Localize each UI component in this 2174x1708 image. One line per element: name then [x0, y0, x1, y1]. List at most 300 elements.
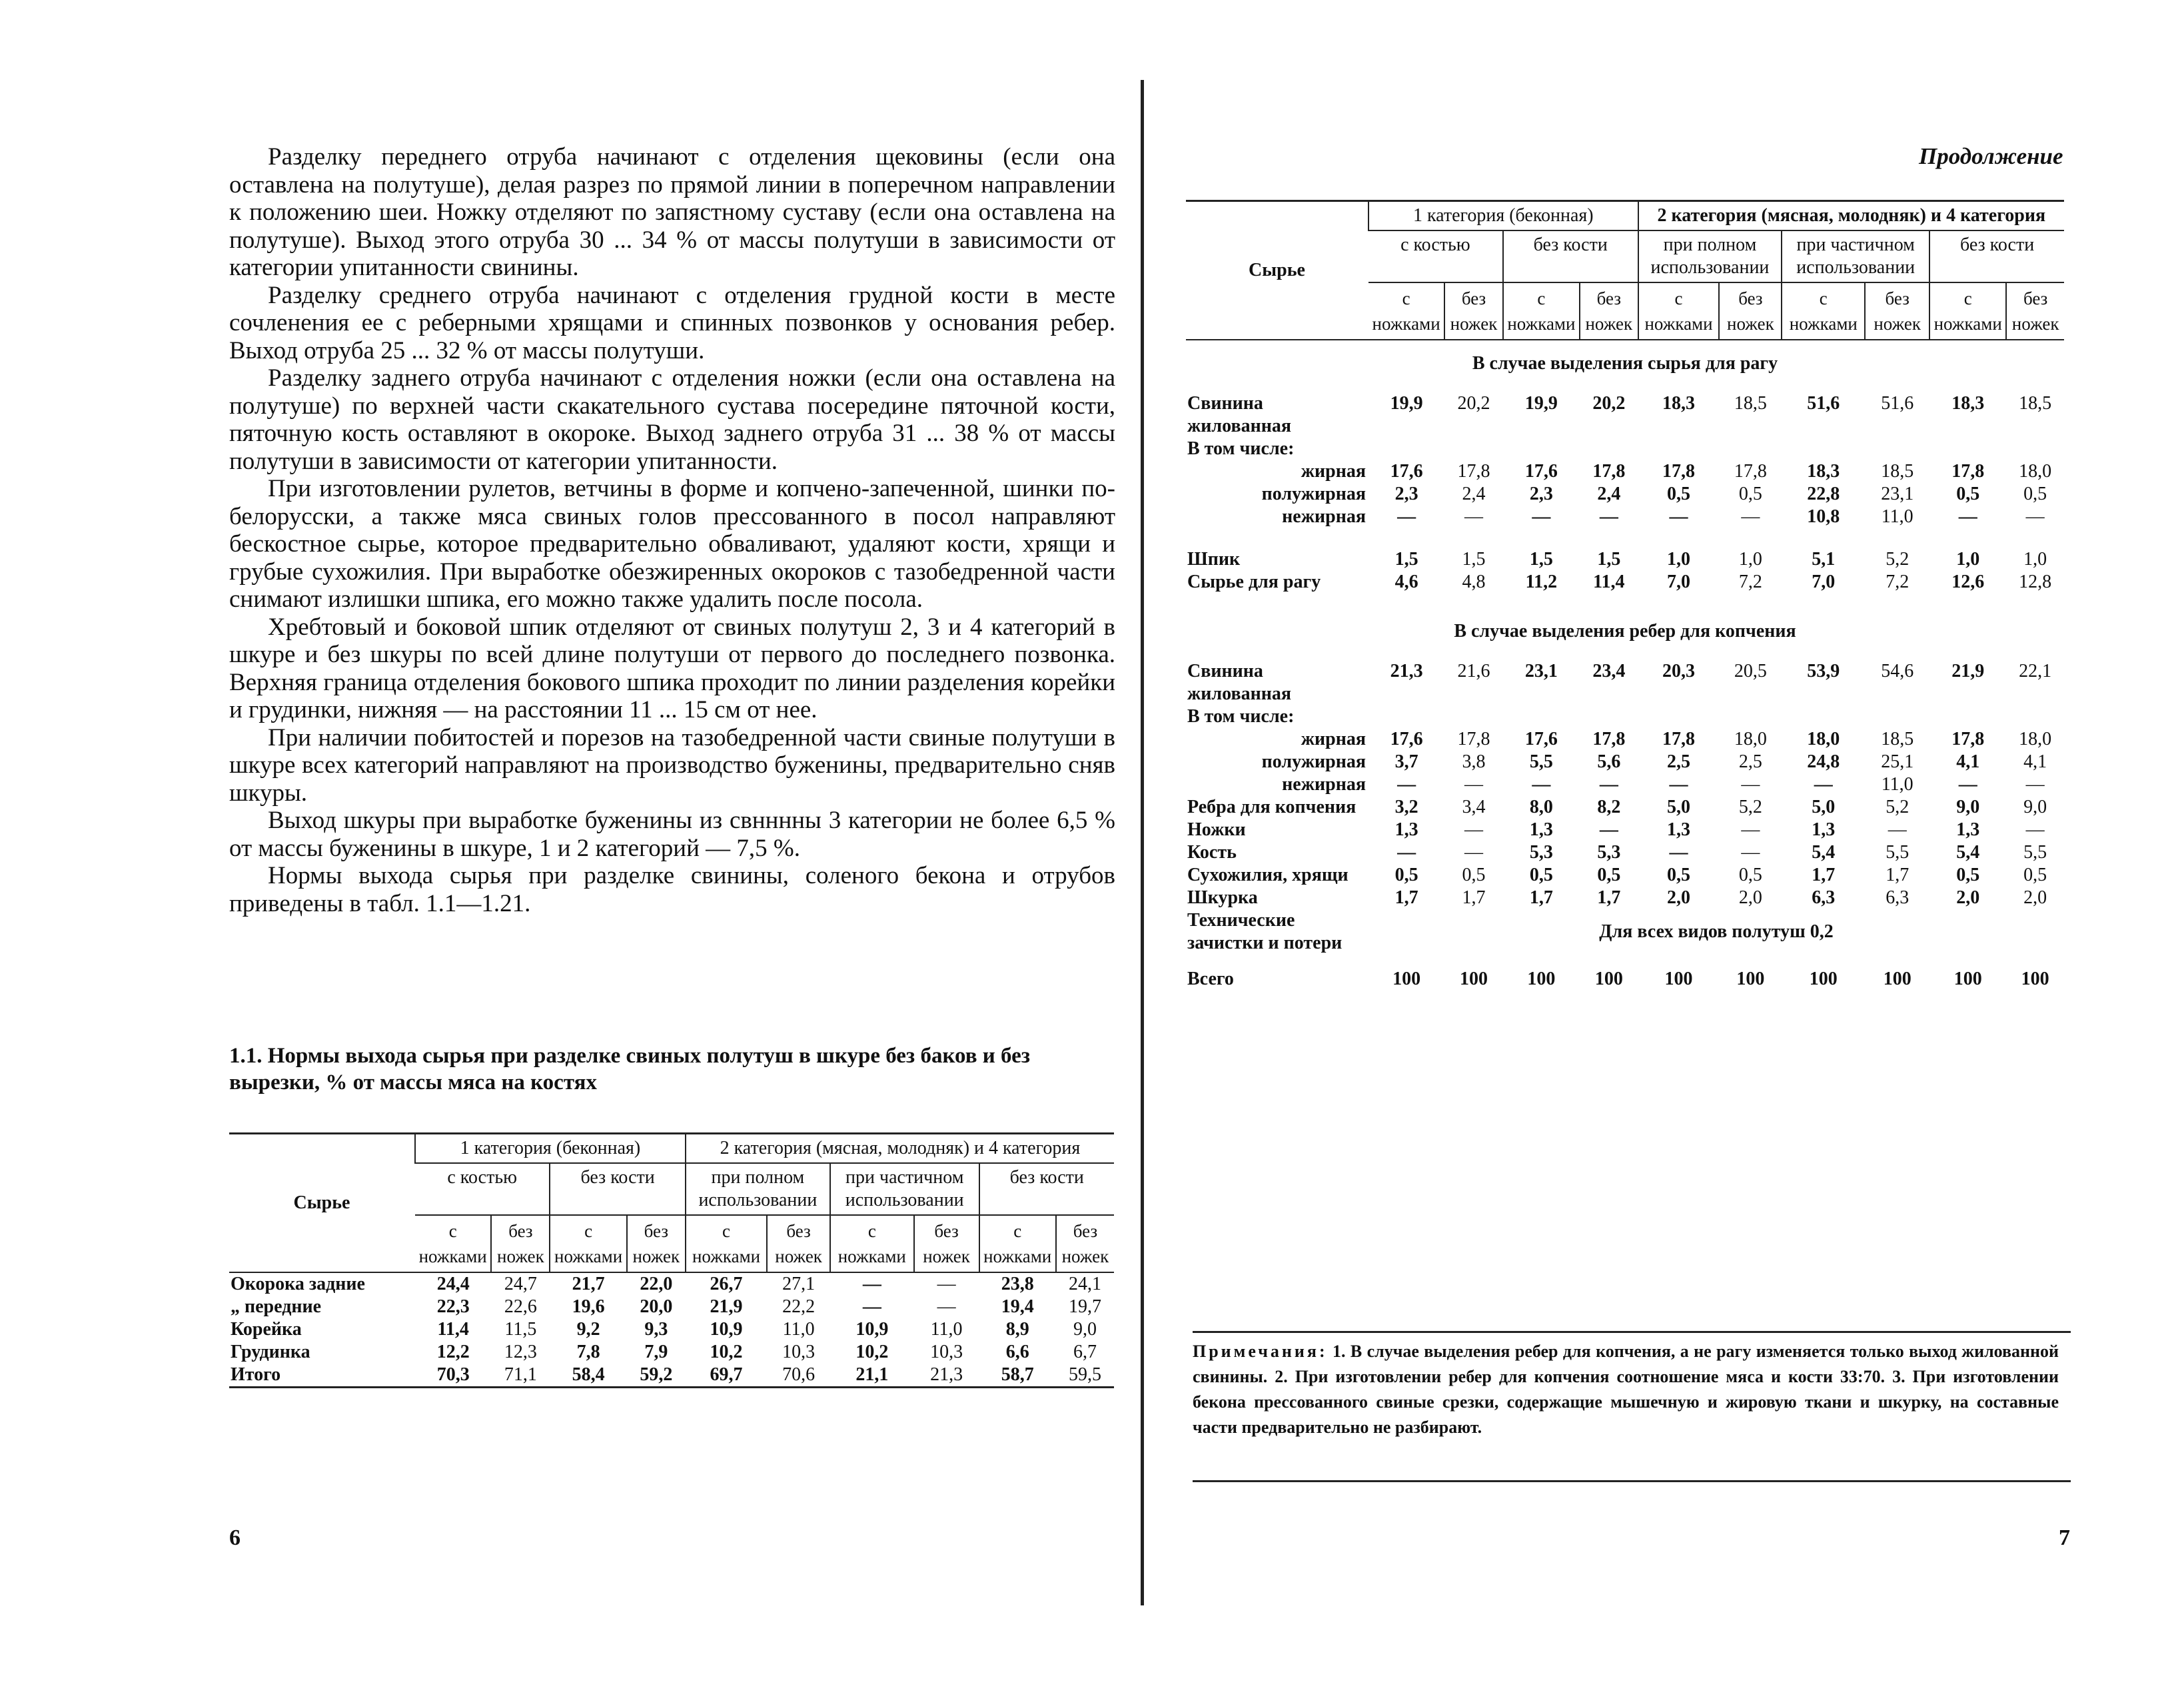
table-cell: 2,4 — [1597, 484, 1621, 504]
table-cell: 1,3 — [1812, 819, 1836, 840]
table-cell: 5,6 — [1597, 751, 1621, 772]
table-cell: 0,5 — [1956, 865, 1980, 885]
table-row — [1186, 968, 2064, 991]
table-cell: 100 — [1594, 969, 1623, 989]
table-cell: 1,7 — [1597, 887, 1621, 908]
table-cell: 11,5 — [504, 1319, 537, 1340]
table-cell: 58,4 — [550, 1364, 626, 1388]
header-with-legs: с ножками — [830, 1215, 914, 1272]
header-with-legs: с ножками — [415, 1215, 491, 1272]
table-cell: 10,2 — [855, 1342, 889, 1362]
table-cell: 0,5 — [2023, 865, 2047, 885]
table-cell: 100 — [1460, 969, 1488, 989]
row-label: Технические зачистки и потери — [1187, 910, 1343, 953]
row-label: Итого — [229, 1364, 415, 1388]
row-label: нежирная — [1282, 774, 1366, 795]
table-cell: 17,8 — [1734, 461, 1767, 482]
table-cell: 5,2 — [1886, 549, 1909, 570]
table-cell: 17,8 — [1592, 461, 1626, 482]
paragraph: Разделку заднего отруба начинают с отделения ножки (если она оставлена на полутуше) по верхней части скакательного сустава посередине пяточной кости, пяточную кость оставляют в окороке. Выход заднего отруба 31 ... 38 % от массы полутуши в зависимости от категории упитанности. — [229, 364, 1115, 475]
table-cell: 20,2 — [1592, 393, 1626, 414]
table-cell: 23,4 — [1592, 661, 1626, 681]
header-without-legs: без ножек — [1444, 282, 1503, 340]
table-cell: 25,1 — [1881, 751, 1914, 772]
table-cell: 0,5 — [1738, 865, 1762, 885]
table-cell: 2,5 — [1667, 751, 1691, 772]
table-cell: 4,8 — [1462, 572, 1486, 592]
table-cell: — — [1464, 506, 1483, 527]
table-cell: 21,9 — [710, 1296, 743, 1317]
table-cell: 19,6 — [572, 1296, 605, 1317]
table-cell: 9,2 — [576, 1319, 600, 1340]
section-title: В случае выделения ребер для копчения — [1454, 621, 1796, 641]
table-cell: 18,0 — [1807, 729, 1840, 749]
header-without-legs: без ножек — [1719, 282, 1782, 340]
table-cell: 17,8 — [1592, 729, 1626, 749]
table-row — [1186, 506, 2064, 528]
table-cell: — — [1888, 819, 1907, 840]
table-cell: 19,9 — [1390, 393, 1423, 414]
table-cell: 18,5 — [1881, 729, 1914, 749]
table-cell: 2,0 — [1667, 887, 1691, 908]
empty-cell — [1368, 705, 2064, 728]
table-cell: Для всех видов полутуш 0,2 — [1599, 921, 1834, 942]
table-cell: — — [862, 1296, 881, 1317]
table-cell: 18,3 — [1807, 461, 1840, 482]
table-cell: 1,0 — [1738, 549, 1762, 570]
table-cell: 11,0 — [1881, 506, 1913, 527]
table-cell: 5,5 — [1886, 842, 1909, 863]
table-cell: 59,2 — [627, 1364, 686, 1388]
table-cell: — — [862, 1274, 881, 1294]
table-cell: 2,0 — [1956, 887, 1980, 908]
table-cell: 4,1 — [1956, 751, 1980, 772]
table-cell: 5,5 — [1529, 751, 1553, 772]
table-cell: 100 — [1883, 969, 1911, 989]
table-cell: 7,0 — [1667, 572, 1691, 592]
table-row — [1186, 864, 2064, 887]
row-label: В том числе: — [1187, 706, 1295, 727]
table-cell: 100 — [1736, 969, 1765, 989]
table-cell: 8,0 — [1529, 797, 1553, 817]
header-with-legs: с ножками — [550, 1215, 626, 1272]
table-cell: 18,5 — [1881, 461, 1914, 482]
paragraph: Нормы выхода сырья при разделке свинины, соленого бекона и отрубов приведены в табл. 1.1—1.21. — [229, 862, 1115, 917]
header-boneless: без кости — [1503, 230, 1638, 282]
row-label: Шкурка — [1187, 887, 1258, 908]
table-cell: 12,3 — [504, 1342, 537, 1362]
header-without-legs: без ножек — [627, 1215, 686, 1272]
table-cell: — — [1397, 842, 1416, 863]
empty-cell — [1368, 438, 2064, 460]
table-cell: 0,5 — [1667, 865, 1691, 885]
table-cell: 11,0 — [930, 1319, 963, 1340]
table-cell: 10,3 — [782, 1342, 815, 1362]
header-partial-use: при частичном использовании — [830, 1163, 979, 1215]
table-cell: 70,3 — [415, 1364, 491, 1388]
header-boneless: без кости — [1929, 230, 2064, 282]
row-label: нежирная — [1282, 506, 1366, 527]
table-cell: 17,8 — [1457, 729, 1490, 749]
table-cell: 3,7 — [1394, 751, 1418, 772]
header-full-use: при полном использовании — [686, 1163, 830, 1215]
table-cell: 21,7 — [572, 1274, 605, 1294]
table-cell: 21,9 — [1951, 661, 1985, 681]
table-cell: — — [1397, 506, 1416, 527]
table-cell: 19,9 — [1524, 393, 1558, 414]
row-label: Кость — [1187, 842, 1237, 863]
table-cell: 0,5 — [1529, 865, 1553, 885]
table-cell: 10,9 — [710, 1319, 743, 1340]
table-cell: 100 — [1527, 969, 1556, 989]
table-cell: — — [1741, 774, 1760, 795]
row-label: Свинина жилованная — [1187, 393, 1291, 436]
table-cell: 17,6 — [1390, 461, 1423, 482]
header-cat1: 1 категория (беконная) — [1368, 201, 1638, 231]
notes-text: 1. В случае выделения ребер для копчения, а не рагу изменяется только выход жилованной свинины. 2. При изготовлении ребер для копчения соотношение мяса и кости 33:70. 3. При изготовлении бекона прессованного свиные срезки, содержащие мышечную и жировую ткани и шкурку, на составные части предварительно не разбирают. — [1193, 1342, 2059, 1437]
table-cell: 12,2 — [436, 1342, 470, 1362]
table-cell: 12,6 — [1951, 572, 1985, 592]
row-label: жирная — [1301, 461, 1366, 482]
table-cell: — — [1958, 506, 1977, 527]
yield-table-2 — [1186, 200, 2064, 991]
table-cell: 1,7 — [1462, 887, 1486, 908]
table-cell: 1,3 — [1667, 819, 1691, 840]
header-with-legs: с ножками — [1368, 282, 1444, 340]
table-cell: 11,4 — [1593, 572, 1625, 592]
table-cell: 21,1 — [830, 1364, 914, 1388]
paragraph: При изготовлении рулетов, ветчины в форме и копчено-запеченной, шинки по-белорусски, а также мяса свиных голов прессованного в посол направляют бескостное сырье, которое предварительно обваливают, удаляют кости, хрящи и грубые сухожилия. При выработке обезжиренных окороков с тазобедренной части снимают излишки шпика, его можно также удалить после посола. — [229, 475, 1115, 613]
table-cell: — — [1464, 819, 1483, 840]
table-cell: 100 — [1809, 969, 1838, 989]
table-cell: 58,7 — [979, 1364, 1056, 1388]
table-cell: 1,5 — [1394, 549, 1418, 570]
table-cell: 0,5 — [1956, 484, 1980, 504]
header-with-legs: с ножками — [1929, 282, 2006, 340]
table-cell: — — [1532, 506, 1551, 527]
row-label: Ребра для копчения — [1187, 797, 1357, 817]
header-cat2: 2 категория (мясная, молодняк) и 4 категория — [1638, 201, 2064, 231]
table-cell: 100 — [1664, 969, 1693, 989]
header-boneless: без кости — [550, 1163, 685, 1215]
header-bone: с костью — [415, 1163, 550, 1215]
table-row — [1186, 483, 2064, 506]
table-cell: 100 — [1953, 969, 1982, 989]
table-cell: — — [1669, 774, 1688, 795]
table-cell: 1,5 — [1597, 549, 1621, 570]
table-cell: 5,3 — [1529, 842, 1553, 863]
table-cell: 2,3 — [1394, 484, 1418, 504]
header-without-legs: без ножек — [1580, 282, 1638, 340]
table-cell: 5,0 — [1667, 797, 1691, 817]
table-cell: — — [1741, 819, 1760, 840]
table-row — [1186, 438, 2064, 460]
row-label: Свинина жилованная — [1187, 661, 1291, 704]
table-cell: 20,5 — [1734, 661, 1767, 681]
row-label: Сырье для рагу — [1187, 572, 1321, 592]
table-cell: 1,3 — [1529, 819, 1553, 840]
table-cell: 6,6 — [1005, 1342, 1029, 1362]
divider — [1193, 1331, 2071, 1333]
table-cell: — — [1397, 774, 1416, 795]
table-cell: 22,3 — [436, 1296, 470, 1317]
table-cell: 69,7 — [686, 1364, 767, 1388]
table-cell: — — [937, 1274, 956, 1294]
page-number: 7 — [2059, 1525, 2070, 1550]
table-cell: 5,2 — [1886, 797, 1909, 817]
table-cell: 5,4 — [1956, 842, 1980, 863]
table-cell: — — [1669, 842, 1688, 863]
notes — [1193, 1339, 2059, 1440]
table-cell: 5,3 — [1597, 842, 1621, 863]
table-cell: — — [2025, 774, 2045, 795]
page-number: 6 — [229, 1525, 241, 1550]
table-cell: 1,0 — [2023, 549, 2047, 570]
table-cell: 11,0 — [1881, 774, 1913, 795]
table-cell: 23,1 — [1524, 661, 1558, 681]
table-cell: 27,1 — [782, 1274, 815, 1294]
header-with-legs: с ножками — [979, 1215, 1056, 1272]
table-cell: 8,9 — [1005, 1319, 1029, 1340]
table-cell: 18,3 — [1951, 393, 1985, 414]
header-partial-use: при частичном использовании — [1782, 230, 1929, 282]
header-bone: с костью — [1368, 230, 1503, 282]
table-cell: 18,3 — [1662, 393, 1696, 414]
table-cell: 22,1 — [2019, 661, 2052, 681]
header-without-legs: без ножек — [1865, 282, 1929, 340]
table-cell: — — [1958, 774, 1977, 795]
table-row — [1186, 705, 2064, 728]
table-cell: 11,4 — [437, 1319, 469, 1340]
table-cell: — — [1464, 842, 1483, 863]
table-cell: — — [2025, 819, 2045, 840]
paragraph: Разделку среднего отруба начинают с отделения грудной кости в месте сочленения ее с реберными хрящами и спинных позвонков у основания ребер. Выход отруба 25 ... 32 % от массы полутуши. — [229, 281, 1115, 364]
table-cell: — — [1741, 506, 1760, 527]
header-without-legs: без ножек — [1056, 1215, 1114, 1272]
header-cat1: 1 категория (беконная) — [415, 1134, 686, 1164]
header-with-legs: с ножками — [1503, 282, 1580, 340]
table-cell: 17,8 — [1662, 461, 1696, 482]
table-row — [1186, 460, 2064, 483]
table-cell: 22,6 — [504, 1296, 537, 1317]
table-cell: 2,5 — [1738, 751, 1762, 772]
table-caption: 1.1. Нормы выхода сырья при разделке свиных полутуш в шкуре без баков и без вырезки, % от массы мяса на костях — [229, 1044, 1031, 1094]
table-cell: — — [1599, 774, 1618, 795]
table-cell: 26,7 — [710, 1274, 743, 1294]
header-raw: Сырье — [1186, 201, 1368, 340]
table-cell: 24,7 — [504, 1274, 537, 1294]
table-cell: 10,9 — [855, 1319, 889, 1340]
table-cell: 20,2 — [1457, 393, 1490, 414]
row-label: Всего — [1187, 969, 1234, 989]
table-cell: 18,0 — [2019, 461, 2052, 482]
table-cell: 1,7 — [1394, 887, 1418, 908]
table-cell: 54,6 — [1881, 661, 1914, 681]
table-cell: — — [1814, 774, 1833, 795]
section-row — [1186, 594, 2064, 660]
table-row — [229, 1364, 1114, 1388]
table-cell: 1,3 — [1956, 819, 1980, 840]
header-with-legs: с ножками — [686, 1215, 767, 1272]
row-label: Грудинка — [231, 1342, 310, 1362]
table-cell: 6,3 — [1886, 887, 1909, 908]
table-cell: — — [1464, 774, 1483, 795]
divider — [1193, 1480, 2071, 1482]
table-cell: 24,8 — [1807, 751, 1840, 772]
table-cell: 1,0 — [1956, 549, 1980, 570]
table-row — [1186, 773, 2064, 796]
paragraph: Хребтовый и боковой шпик отделяют от свиных полутуш 2, 3 и 4 категорий в шкуре и без шкуры по всей длине полутуши от первого до последнего позвонка. Верхняя граница отделения бокового шпика проходит по линии разделения корейки и грудинки, нижняя — на расстоянии 11 ... 15 см от нее. — [229, 613, 1115, 723]
table-cell: — — [1599, 506, 1618, 527]
table-row — [1186, 660, 2064, 705]
table-cell: 11,0 — [782, 1319, 815, 1340]
table-cell: 18,0 — [2019, 729, 2052, 749]
table-cell: 17,6 — [1390, 729, 1423, 749]
table-cell: 22,2 — [782, 1296, 815, 1317]
table-row — [1186, 751, 2064, 773]
table-cell: 4,1 — [2023, 751, 2047, 772]
table-cell: — — [1532, 774, 1551, 795]
table-row — [1186, 841, 2064, 864]
table-cell: 51,6 — [1807, 393, 1840, 414]
table-cell: 5,0 — [1812, 797, 1836, 817]
table-cell: 4,6 — [1394, 572, 1418, 592]
header-with-legs: с ножками — [1638, 282, 1720, 340]
table-cell: 21,6 — [1457, 661, 1490, 681]
row-label: Окорока задние — [231, 1274, 365, 1294]
table-cell: 1,3 — [1394, 819, 1418, 840]
table-cell: 2,0 — [1738, 887, 1762, 908]
row-label: Ножки — [1187, 819, 1246, 840]
table-cell: 3,8 — [1462, 751, 1486, 772]
table-cell: 0,5 — [1462, 865, 1486, 885]
row-label: В том числе: — [1187, 438, 1295, 459]
continuation-label: Продолжение — [1919, 143, 2063, 169]
header-raw: Сырье — [229, 1134, 415, 1273]
body-text — [229, 143, 1115, 917]
paragraph: При наличии побитостей и порезов на тазобедренной части свиные полутуши в шкуре всех категорий направляют на производство буженины, предварительно сняв шкуры. — [229, 723, 1115, 807]
book-spine — [1141, 80, 1144, 1605]
section-title: В случае выделения сырья для рагу — [1472, 353, 1778, 374]
table-cell: 17,8 — [1662, 729, 1696, 749]
table-cell: 1,7 — [1529, 887, 1553, 908]
table-cell: 18,0 — [1734, 729, 1767, 749]
table-cell: 12,8 — [2019, 572, 2052, 592]
table-cell: 1,7 — [1886, 865, 1909, 885]
table-cell: 2,3 — [1529, 484, 1553, 504]
table-cell: 59,5 — [1056, 1364, 1114, 1388]
table-cell: 17,8 — [1951, 461, 1985, 482]
table-cell: — — [937, 1296, 956, 1317]
table-cell: 21,3 — [914, 1364, 979, 1388]
spacer-cell — [1186, 528, 2064, 548]
table-cell: 1,0 — [1667, 549, 1691, 570]
table-cell: 0,5 — [1738, 484, 1762, 504]
header-full-use: при полном использовании — [1638, 230, 1782, 282]
table-cell: 7,2 — [1886, 572, 1909, 592]
table-cell: 53,9 — [1807, 661, 1840, 681]
paragraph: Разделку переднего отруба начинают с отделения щековины (если она оставлена на полутуше), делая разрез по прямой линии в поперечном направлении к положению шеи. Ножку отделяют по запястному суставу (если она оставлена на полутуше). Выход этого отруба 30 ... 34 % от массы полутуши в зависимости от категории упитанности свинины. — [229, 143, 1115, 281]
table-row — [1186, 392, 2064, 438]
table-cell: 3,4 — [1462, 797, 1486, 817]
table-cell: 7,8 — [576, 1342, 600, 1362]
table-cell: 8,2 — [1597, 797, 1621, 817]
row-label: Сухожилия, хрящи — [1187, 865, 1349, 885]
table-cell: 0,5 — [2023, 484, 2047, 504]
table-cell: 20,3 — [1662, 661, 1696, 681]
table-cell: 17,6 — [1524, 729, 1558, 749]
row-label: „ передние — [231, 1296, 322, 1317]
table-cell: 18,5 — [1734, 393, 1767, 414]
table-cell: 19,7 — [1068, 1296, 1101, 1317]
table-cell: 17,8 — [1457, 461, 1490, 482]
table-cell: 10,2 — [710, 1342, 743, 1362]
section-row — [1186, 340, 2064, 392]
row-label: жирная — [1301, 729, 1366, 749]
table-cell: 10,3 — [930, 1342, 963, 1362]
table-cell: 22,0 — [640, 1274, 673, 1294]
table-cell: 17,6 — [1524, 461, 1558, 482]
table-cell: 24,4 — [436, 1274, 470, 1294]
table-cell: 7,0 — [1812, 572, 1836, 592]
table-cell: 6,7 — [1073, 1342, 1097, 1362]
header-cat2: 2 категория (мясная, молодняк) и 4 категория — [686, 1134, 1114, 1164]
table-cell: — — [1741, 842, 1760, 863]
table-row — [1186, 728, 2064, 751]
table-cell: 9,0 — [1956, 797, 1980, 817]
table-cell: 71,1 — [491, 1364, 550, 1388]
table-cell: — — [2025, 506, 2045, 527]
table-cell: 9,0 — [2023, 797, 2047, 817]
header-without-legs: без ножек — [767, 1215, 830, 1272]
table-cell: 19,4 — [1001, 1296, 1034, 1317]
table-cell: 7,2 — [1738, 572, 1762, 592]
table-cell: 51,6 — [1881, 393, 1914, 414]
table-cell: 9,3 — [644, 1319, 668, 1340]
table-row — [1186, 571, 2064, 594]
table-cell: 3,2 — [1394, 797, 1418, 817]
table-cell: 5,1 — [1812, 549, 1836, 570]
table-cell: 24,1 — [1068, 1274, 1101, 1294]
yield-table-1 — [229, 1132, 1114, 1388]
table-row — [229, 1272, 1114, 1296]
table-cell: 22,8 — [1807, 484, 1840, 504]
table-cell: 21,3 — [1390, 661, 1423, 681]
table-row — [1186, 796, 2064, 819]
table-cell: 1,5 — [1529, 549, 1553, 570]
table-cell: 18,5 — [2019, 393, 2052, 414]
header-without-legs: без ножек — [2006, 282, 2064, 340]
row-label: полужирная — [1261, 751, 1366, 772]
header-boneless: без кости — [979, 1163, 1115, 1215]
table-cell: 23,8 — [1001, 1274, 1034, 1294]
table-row — [229, 1318, 1114, 1341]
table-cell: 20,0 — [640, 1296, 673, 1317]
table-cell: 0,5 — [1597, 865, 1621, 885]
table-cell: 1,7 — [1812, 865, 1836, 885]
table-row — [1186, 819, 2064, 841]
row-label: Шпик — [1187, 549, 1241, 570]
notes-label: Примечания: — [1193, 1342, 1328, 1361]
table-row — [229, 1341, 1114, 1364]
table-cell: 70,6 — [767, 1364, 830, 1388]
header-without-legs: без ножек — [491, 1215, 550, 1272]
table-cell: 17,8 — [1951, 729, 1985, 749]
table-cell: — — [1599, 819, 1618, 840]
table-cell: 9,0 — [1073, 1319, 1097, 1340]
table-cell: 100 — [2021, 969, 2049, 989]
table-cell: 1,5 — [1462, 549, 1486, 570]
